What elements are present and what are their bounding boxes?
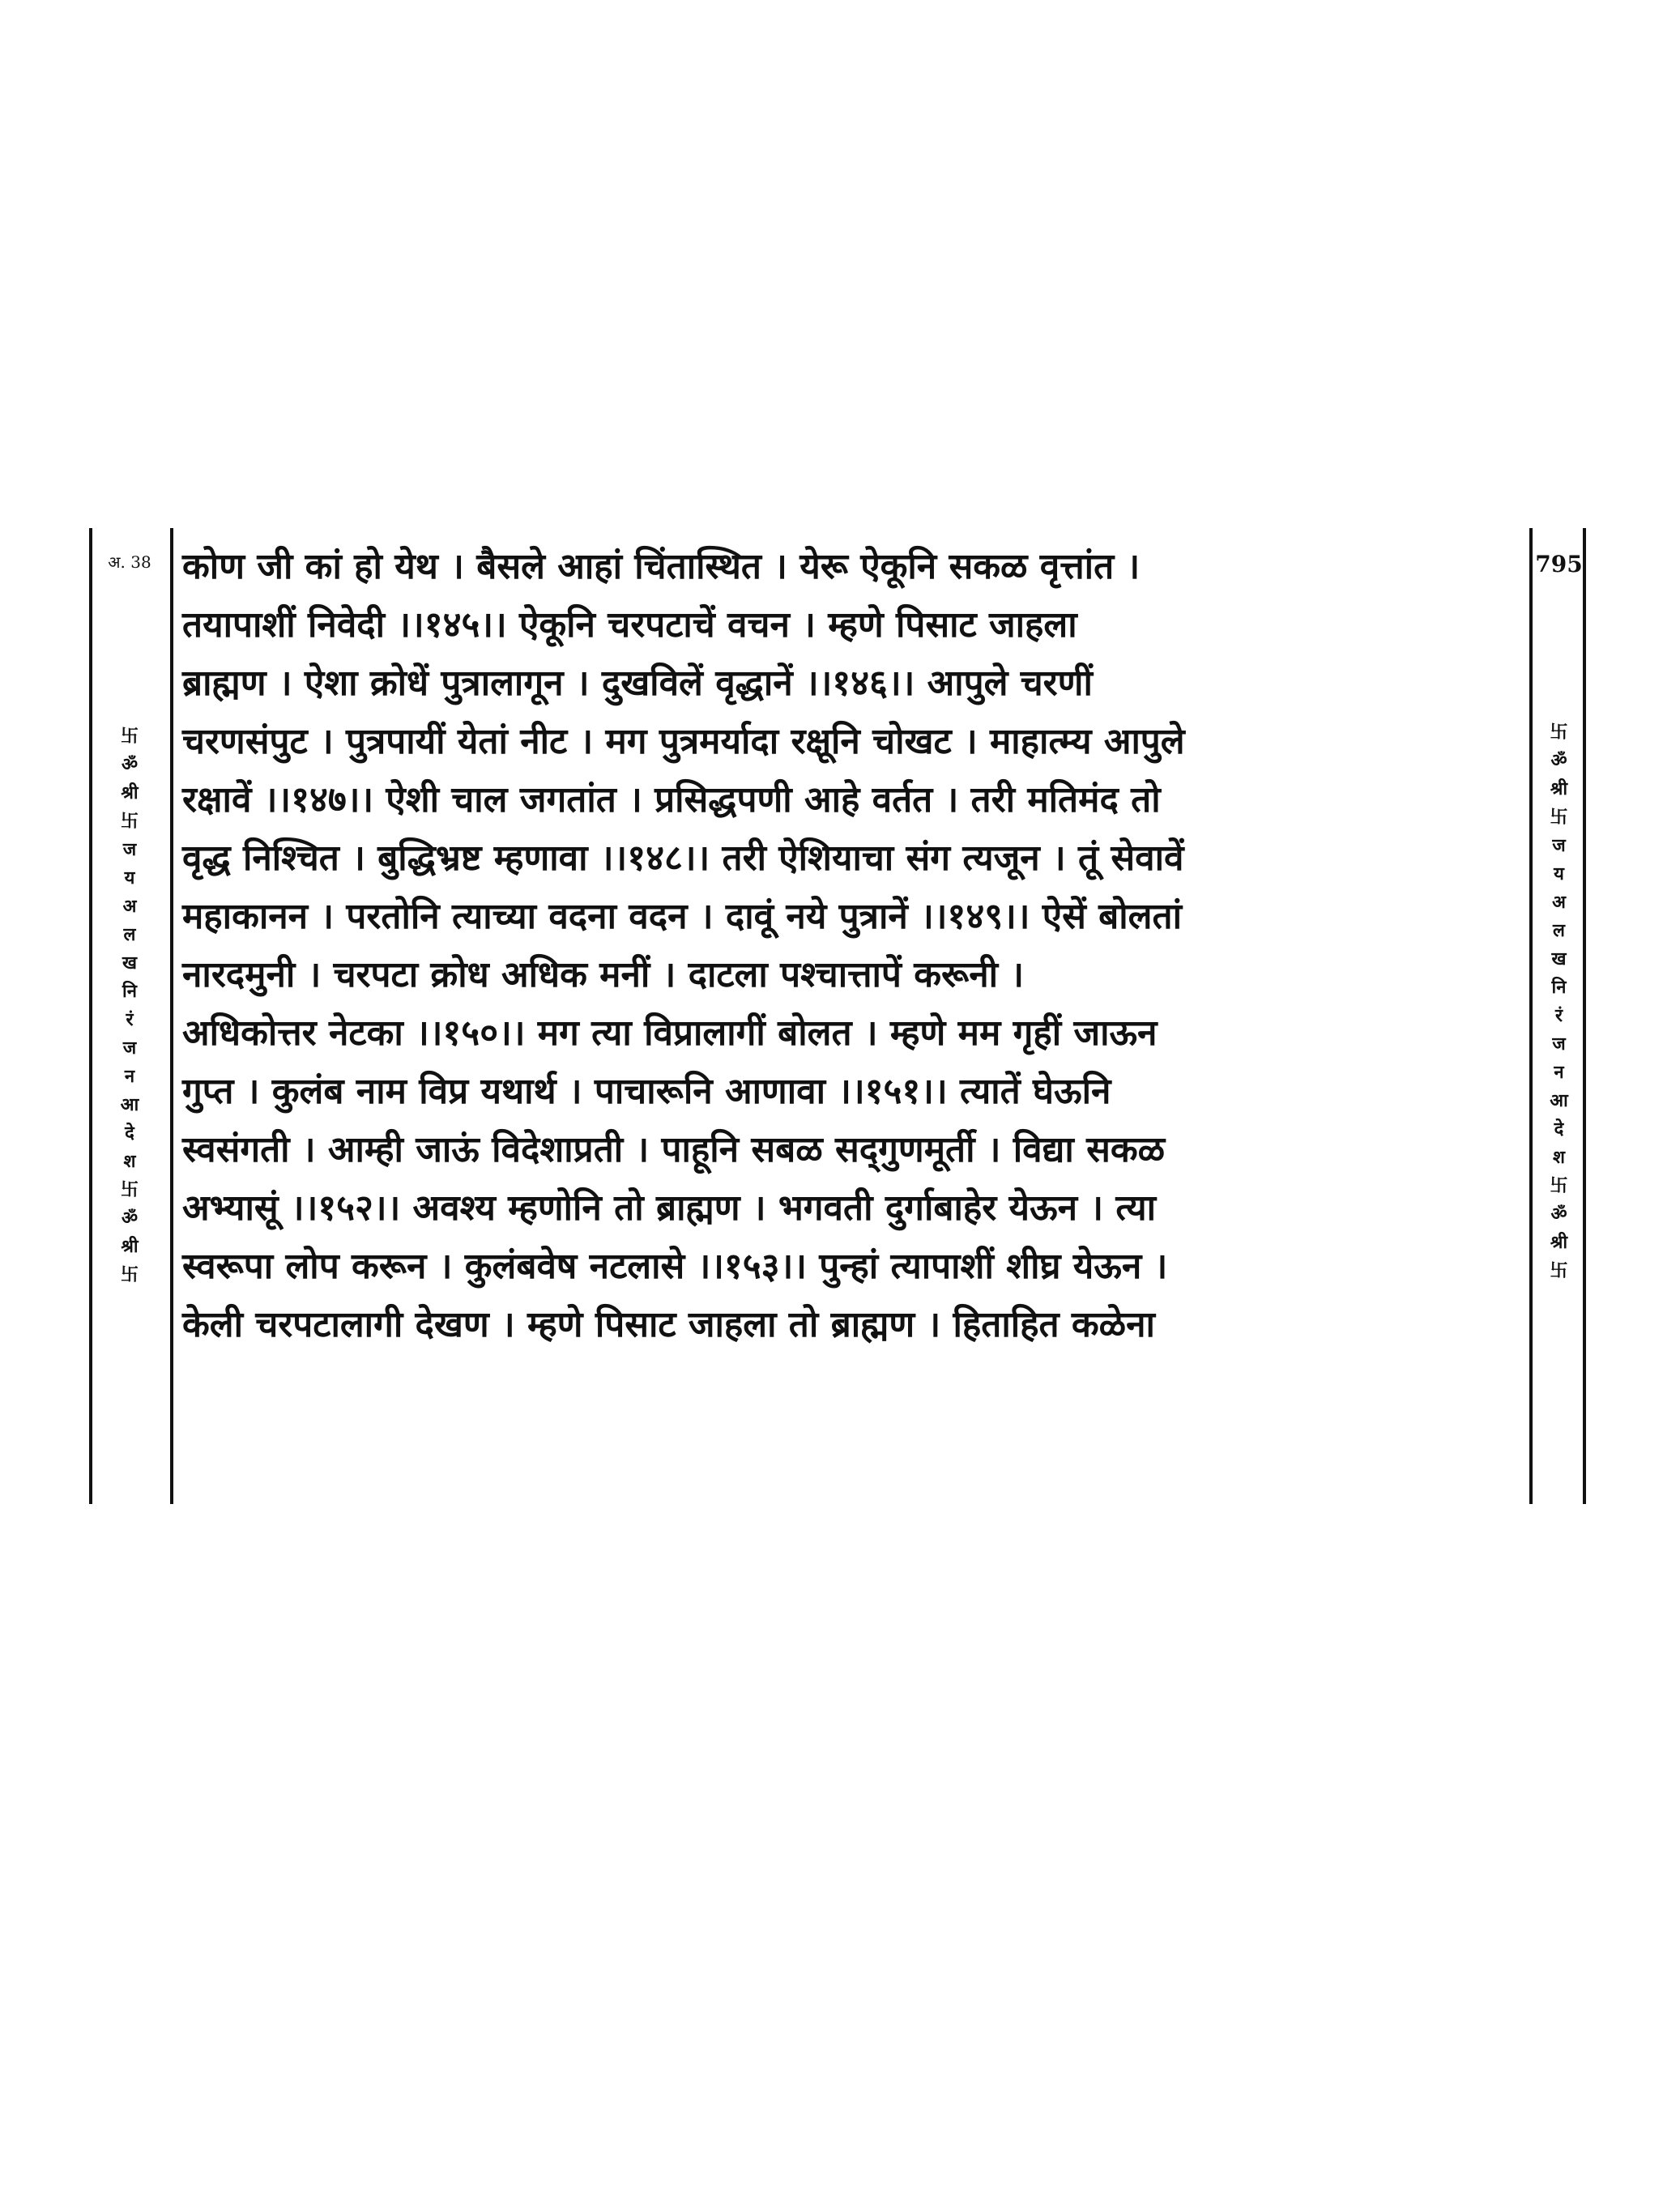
margin-glyph: आ	[120, 1095, 139, 1115]
margin-glyph: रं	[126, 1010, 134, 1030]
margin-glyph: ज	[122, 1038, 137, 1059]
margin-glyph: य	[1554, 864, 1564, 884]
margin-glyph: श्री	[121, 1237, 139, 1257]
text-line: नारदमुनी । चरपटा क्रोध अधिक मनीं । दाटला पश्चात्तापें करूनी ।	[182, 954, 1025, 995]
margin-glyph: 卐	[120, 1265, 139, 1285]
chapter-label: अ. 38	[108, 552, 151, 572]
text-line: वृद्ध निश्चित । बुद्धिभ्रष्ट म्हणावा ।।१४८।। तरी ऐशियाचा संग त्यजून । तूं सेवावें	[182, 837, 1184, 879]
text-line: स्वरूपा लोप करून । कुलंबवेष नटलासे ।।१५३।। पुन्हां त्यापाशीं शीघ्र येऊन ।	[182, 1246, 1168, 1287]
margin-glyph: न	[124, 1067, 135, 1087]
book-page	[89, 528, 1586, 1504]
margin-glyph: ख	[122, 953, 137, 974]
margin-glyph: नि	[1551, 978, 1567, 998]
margin-glyph: आ	[1550, 1091, 1568, 1111]
margin-glyph: ल	[123, 925, 136, 945]
margin-glyph: रं	[1555, 1006, 1563, 1026]
margin-glyph: ख	[1551, 949, 1567, 969]
text-line: अधिकोत्तर नेटका ।।१५०।। मग त्या विप्रालागीं बोलत । म्हणे मम गृहीं जाऊन	[182, 1012, 1158, 1054]
margin-glyph: ॐ	[121, 755, 139, 775]
margin-glyph: ज	[122, 840, 137, 860]
margin-glyph: दे	[125, 1123, 134, 1144]
margin-glyph: अ	[122, 897, 137, 917]
margin-glyph: 卐	[1550, 1261, 1568, 1281]
right-margin-glyphs	[1532, 718, 1586, 1285]
margin-glyph: ॐ	[121, 1208, 139, 1229]
text-line: महाकानन । परतोनि त्याच्या वदना वदन । दावूं नये पुत्रानें ।।१४९।। ऐसें बोलतां	[182, 896, 1182, 937]
margin-glyph: 卐	[120, 812, 139, 832]
left-inner-rule	[170, 528, 173, 1504]
text-line: चरणसंपुट । पुत्रपायीं येतां नीट । मग पुत्रमर्यादा रक्षूनि चोखट । माहात्म्य आपुले	[182, 721, 1185, 762]
margin-glyph: अ	[1552, 893, 1566, 913]
text-line: गुप्त । कुलंब नाम विप्र यथार्थ । पाचारूनि आणावा ।।१५१।। त्यातें घेऊनि	[182, 1071, 1111, 1112]
margin-glyph: ज	[1552, 1034, 1566, 1055]
margin-glyph: दे	[1554, 1119, 1564, 1140]
margin-glyph: श्री	[121, 783, 139, 803]
text-line: रक्षावें ।।१४७।। ऐशी चाल जगतांत । प्रसिद्धपणी आहे वर्तत । तरी मतिमंद तो	[182, 779, 1161, 820]
margin-glyph: नि	[122, 982, 137, 1002]
text-line: स्वसंगती । आम्ही जाऊं विदेशाप्रती । पाहूनि सबळ सद्‌गुणमूर्ती । विद्या सकळ	[182, 1129, 1166, 1170]
margin-glyph: ॐ	[1550, 1204, 1567, 1225]
margin-glyph: 卐	[1550, 1176, 1568, 1196]
margin-glyph: 卐	[120, 727, 139, 747]
margin-glyph: श	[123, 1152, 136, 1172]
left-margin-glyphs	[89, 722, 170, 1289]
verse-text	[182, 538, 1519, 1354]
margin-glyph: श्री	[1550, 1233, 1568, 1253]
margin-glyph: ल	[1553, 921, 1565, 941]
right-margin	[1532, 528, 1586, 1504]
margin-glyph: श	[1553, 1148, 1565, 1168]
margin-glyph: 卐	[120, 1180, 139, 1200]
text-line: तयापाशीं निवेदी ।।१४५।। ऐकूनि चरपटाचें वचन । म्हणे पिसाट जाहला	[182, 604, 1077, 646]
margin-glyph: 卐	[1550, 807, 1568, 828]
margin-glyph: ज	[1552, 836, 1566, 856]
text-line: अभ्यासूं ।।१५२।। अवश्य म्हणोनि तो ब्राह्मण । भगवती दुर्गाबाहेर येऊन । त्या	[182, 1187, 1157, 1229]
margin-glyph: 卐	[1550, 722, 1568, 743]
text-line: ब्राह्मण । ऐशा क्रोधें पुत्रालागून । दुखविलें वृद्धानें ।।१४६।। आपुले चरणीं	[182, 663, 1093, 704]
text-line: कोण जी कां हो येथ । बैसले आहां चिंतास्थित । येरू ऐकूनि सकळ वृत्तांत ।	[182, 546, 1141, 587]
margin-glyph: ॐ	[1550, 751, 1567, 771]
text-line: केली चरपटालागी देखण । म्हणे पिसाट जाहला तो ब्राह्मण । हिताहित कळेना	[182, 1304, 1155, 1345]
left-margin	[89, 528, 170, 1504]
page-number: 795	[1535, 551, 1583, 577]
margin-glyph: य	[124, 868, 135, 888]
margin-glyph: न	[1554, 1063, 1564, 1083]
margin-glyph: श्री	[1550, 779, 1568, 799]
